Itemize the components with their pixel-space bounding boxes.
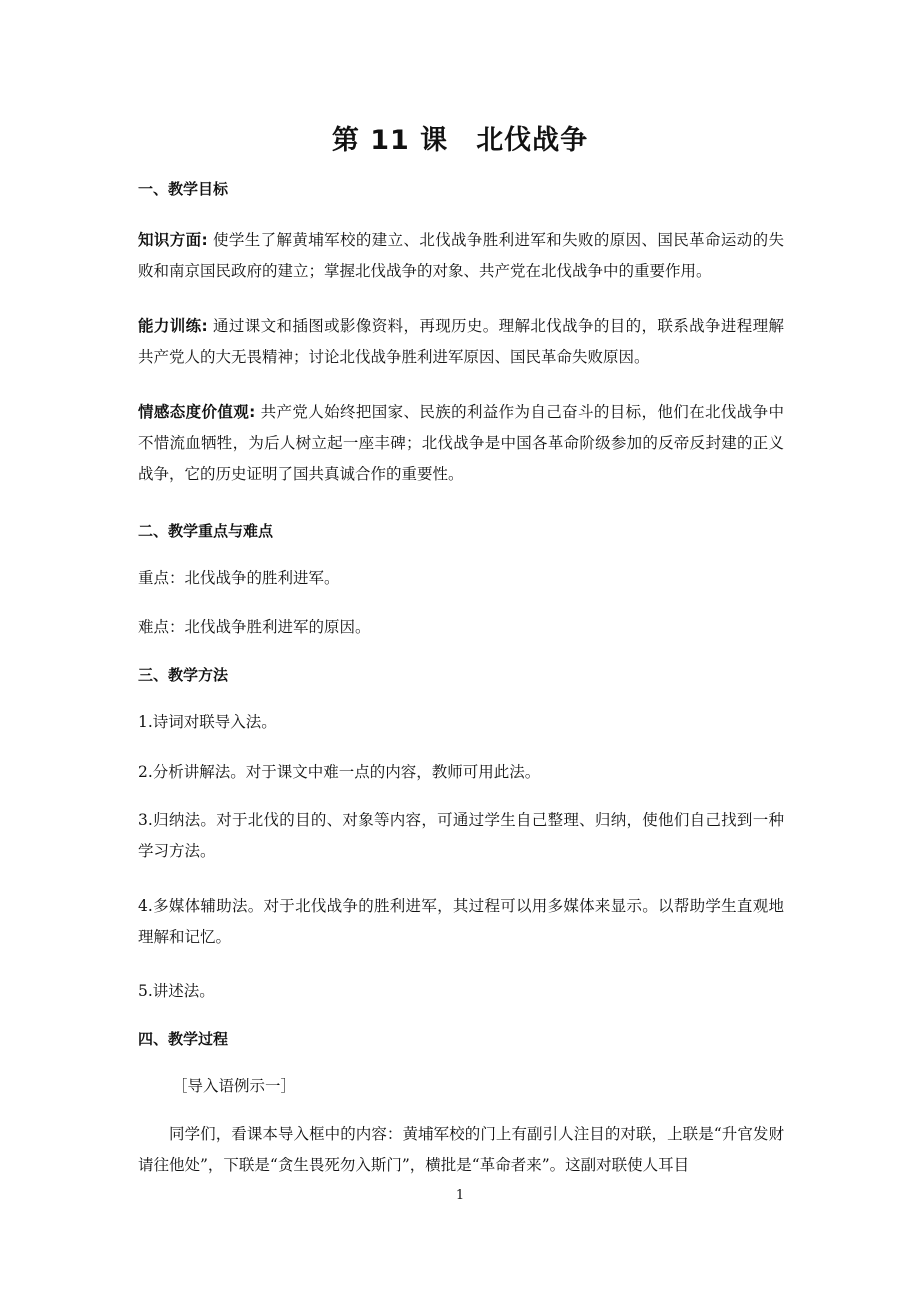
method-item: 1.诗词对联导入法。 bbox=[138, 713, 277, 731]
page-title bbox=[0, 118, 920, 157]
label-values: 情感态度价值观 bbox=[138, 403, 250, 421]
paragraph-values: 情感态度价值观: 共产党人始终把国家、民族的利益作为自己奋斗的目标，他们在北伐战争中不惜流血牺牲，为后人树立起一座丰碑；北伐战争是中国各革命阶级参加的反帝反封建的正义战争，它的历史证明了国共真诚合作的重要性。 bbox=[138, 403, 784, 483]
text-values: 共产党人始终把国家、民族的利益作为自己奋斗的目标，他们在北伐战争中不惜流血牺牲，为后人树立起一座丰碑；北伐战争是中国各革命阶级参加的反帝反封建的正义战争，它的历史证明了国共真诚合作的重要性。 bbox=[138, 403, 784, 483]
text-ability: 通过课文和插图或影像资料，再现历史。理解北伐战争的目的，联系战争进程理解共产党人的大无畏精神；讨论北伐战争胜利进军原因、国民革命失败原因。 bbox=[138, 317, 784, 366]
section-heading-objectives: 一、教学目标 bbox=[138, 180, 229, 198]
example-label: ［导入语例示一］ bbox=[172, 1077, 297, 1095]
page-number: 1 bbox=[455, 1188, 465, 1203]
section-heading-key-points: 二、教学重点与难点 bbox=[138, 522, 274, 540]
key-point-focus: 重点：北伐战争的胜利进军。 bbox=[138, 569, 340, 587]
paragraph-ability: 能力训练: 通过课文和插图或影像资料，再现历史。理解北伐战争的目的，联系战争进程理解共产党人的大无畏精神；讨论北伐战争胜利进军原因、国民革命失败原因。 bbox=[138, 317, 784, 366]
key-point-difficulty: 难点：北伐战争胜利进军的原因。 bbox=[138, 618, 371, 636]
process-paragraph: 同学们，看课本导入框中的内容：黄埔军校的门上有副引人注目的对联，上联是“升官发财请往他处”，下联是“贪生畏死勿入斯门”，横批是“革命者来”。这副对联使人耳目 bbox=[138, 1125, 784, 1174]
paragraph-knowledge: 知识方面: 使学生了解黄埔军校的建立、北伐战争胜利进军和失败的原因、国民革命运动的失败和南京国民政府的建立；掌握北伐战争的对象、共产党在北伐战争中的重要作用。 bbox=[138, 231, 784, 280]
section-heading-process: 四、教学过程 bbox=[138, 1030, 229, 1048]
method-item: 4.多媒体辅助法。对于北伐战争的胜利进军，其过程可以用多媒体来显示。以帮助学生直观地理解和记忆。 bbox=[138, 897, 784, 946]
section-heading-methods: 三、教学方法 bbox=[138, 666, 229, 684]
lesson-name: 北伐战争 bbox=[476, 125, 589, 156]
label-knowledge: 知识方面 bbox=[138, 231, 202, 249]
text-knowledge: 使学生了解黄埔军校的建立、北伐战争胜利进军和失败的原因、国民革命运动的失败和南京国民政府的建立；掌握北伐战争的对象、共产党在北伐战争中的重要作用。 bbox=[138, 231, 784, 280]
method-item: 5.讲述法。 bbox=[138, 982, 215, 1000]
label-ability: 能力训练 bbox=[138, 317, 202, 335]
method-item: 3.归纳法。对于北伐的目的、对象等内容，可通过学生自己整理、归纳，使他们自己找到一种学习方法。 bbox=[138, 811, 784, 860]
method-item: 2.分析讲解法。对于课文中难一点的内容，教师可用此法。 bbox=[138, 763, 541, 781]
lesson-number: 第 11 课 bbox=[331, 125, 449, 156]
